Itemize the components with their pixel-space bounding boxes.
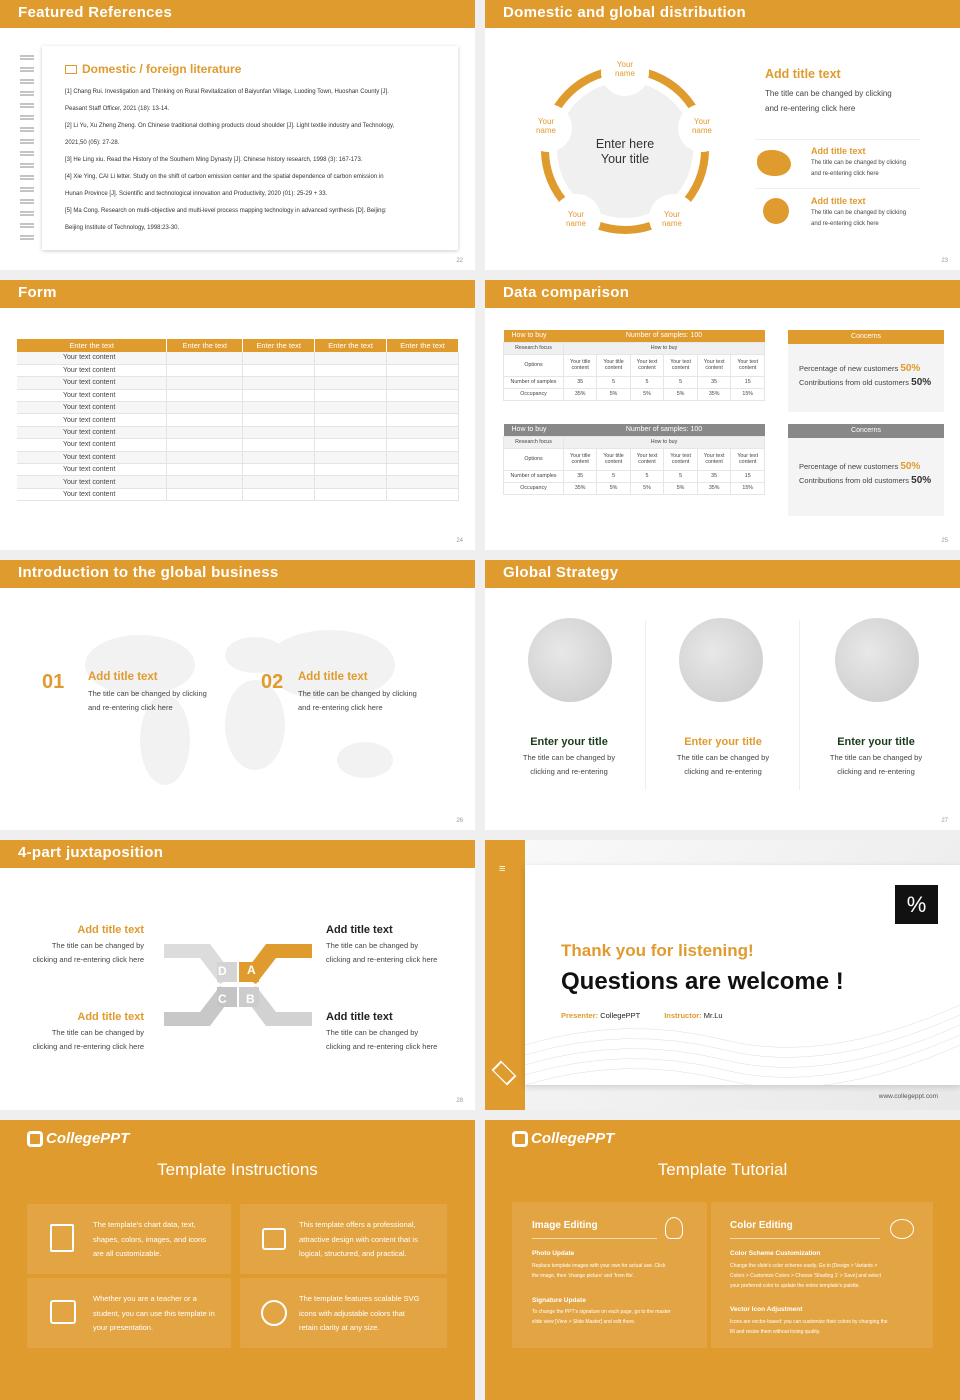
desc-line: and re-entering click here — [88, 703, 173, 712]
table-cell: 15 — [731, 470, 765, 482]
tutorial-line: Replace template images with your own for actual use. Click — [532, 1263, 666, 1269]
center-line: Your title — [600, 152, 650, 166]
reference-line: 2021,50 (05): 27-28. — [65, 140, 120, 146]
table-header: Enter the text — [243, 339, 315, 352]
table-cell: 5% — [630, 388, 664, 400]
table-cell: 35 — [564, 470, 597, 482]
lightbulb-icon — [665, 1217, 683, 1239]
comparison-table — [503, 330, 765, 401]
strategy-title: Enter your title — [530, 736, 608, 748]
table-cell: Your text content — [697, 354, 731, 376]
part-letter: A — [247, 963, 256, 977]
item-title: Add title text — [811, 146, 866, 156]
card-line: This template offers a professional, — [299, 1220, 416, 1229]
slide-data-comparison — [485, 280, 960, 550]
china-map-icon — [757, 150, 791, 176]
slide-distribution — [485, 0, 960, 270]
part-title: Add title text — [77, 924, 144, 936]
section-title: Template Tutorial — [657, 1160, 788, 1179]
tutorial-line: To change the PPT's signature on each page, go to the master — [532, 1309, 671, 1315]
table-cell: Research focus — [504, 436, 564, 448]
page-number: 24 — [456, 538, 463, 544]
desc-line: The title can be changed by — [326, 941, 419, 950]
table-cell: Your text content — [17, 364, 167, 376]
tutorial-line: Icons are vector-based: you can customize their colors by changing the — [730, 1319, 888, 1325]
slide-juxtaposition — [0, 840, 475, 1110]
table-cell: Your text content — [17, 377, 167, 389]
card-line: icons with adjustable colors that — [299, 1308, 405, 1318]
table-cell: 5 — [664, 376, 698, 388]
slide-title: Domestic and global distribution — [485, 0, 960, 28]
part-letter: B — [246, 992, 255, 1006]
concern-value: 50% — [911, 377, 932, 388]
table-cell: Your text content — [17, 402, 167, 414]
slide-title: Global Strategy — [485, 560, 960, 588]
concern-label: Contributions from old customers — [799, 476, 910, 485]
table-cell: 35% — [697, 388, 731, 400]
table-cell: 5% — [597, 482, 630, 494]
table-cell: 5 — [664, 470, 698, 482]
comparison-table — [503, 424, 765, 495]
tutorial-line: fill and resize them without losing quality. — [730, 1329, 821, 1335]
center-line: Enter here — [595, 137, 655, 151]
concerns-header: Concerns — [788, 330, 944, 344]
table-row — [17, 414, 459, 426]
table-row — [17, 439, 459, 451]
table-row — [17, 402, 459, 414]
node-label: Your name — [691, 117, 712, 135]
desc-line: clicking and re-entering click here — [326, 1042, 438, 1051]
table-cell: Your text content — [630, 354, 664, 376]
desc-line: and re-entering click here — [765, 104, 856, 113]
slide-form — [0, 280, 475, 550]
add-title: Add title text — [765, 67, 841, 81]
table-cell: Your text content — [697, 448, 731, 470]
table-row — [17, 426, 459, 438]
table-cell: Your text content — [664, 354, 698, 376]
thanks-text: Thank you for listening! — [561, 941, 754, 960]
box-icon — [262, 1228, 286, 1250]
reference-line: [3] He Ling xiu. Read the History of the Southern Ming Dynasty [J]. Chinese history research, 1998 (3): 167-173. — [65, 157, 363, 163]
table-cell: Your text content — [630, 448, 664, 470]
logo-icon — [512, 1131, 528, 1147]
table-cell: Research focus — [504, 342, 564, 354]
card-line: The template's chart data, text, — [93, 1220, 196, 1229]
desc-line: The title can be changed by — [676, 753, 770, 762]
concern-label: Contributions from old customers — [799, 378, 910, 387]
table-cell: 35 — [697, 470, 731, 482]
concerns-header: Concerns — [788, 424, 944, 438]
strategy-title: Enter your title — [837, 736, 915, 748]
globe-icon — [763, 198, 789, 224]
logo-icon — [27, 1131, 43, 1147]
table-header: Number of samples: 100 — [625, 332, 703, 340]
spiral-binding — [18, 52, 38, 247]
table-cell: How to buy — [564, 436, 765, 448]
table-header: Enter the text — [387, 339, 459, 352]
slide-featured-references — [0, 0, 475, 270]
table-cell: 5 — [630, 376, 664, 388]
card-line: student, you can use this template in — [93, 1308, 215, 1318]
table-cell: 5 — [597, 376, 630, 388]
table-cell: Your text content — [17, 414, 167, 426]
page-number: 28 — [456, 1098, 463, 1104]
table-cell: Your text content — [17, 352, 167, 364]
reference-line: Beijing Institute of Technology, 1998:23-30. — [65, 225, 180, 231]
sub-heading: Color Scheme Customization — [730, 1250, 821, 1257]
table-row — [17, 464, 459, 476]
desc-line: and re-entering click here — [811, 171, 879, 177]
part-letter: C — [218, 992, 227, 1006]
table-cell: 35 — [697, 376, 731, 388]
desc-line: The title can be changed by clicking — [88, 689, 207, 698]
card-line: are all customizable. — [93, 1249, 162, 1258]
table-header: How to buy — [511, 332, 547, 340]
table-cell: Your title content — [564, 448, 597, 470]
item-title: Add title text — [88, 671, 158, 683]
card-line: Whether you are a teacher or a — [93, 1294, 197, 1303]
table-header: Enter the text — [17, 339, 167, 352]
brand-logo: CollegePPT — [46, 1130, 130, 1147]
reference-line: [2] Li Yu, Xu Zheng Zheng. On Chinese traditional clothing products cloud shoulder [J]. Light textile industry and Technology, — [65, 123, 395, 129]
book-icon — [65, 65, 77, 74]
desc-line: The title can be changed by — [51, 1028, 144, 1037]
desc-line: and re-entering click here — [298, 703, 383, 712]
table-row — [17, 364, 459, 376]
wave-mesh — [525, 985, 960, 1085]
slide-title: Data comparison — [485, 280, 960, 308]
table-cell: Number of samples — [504, 470, 564, 482]
item-title: Add title text — [811, 196, 866, 206]
table-cell: 5% — [630, 482, 664, 494]
logo-stamp: % — [895, 885, 938, 924]
card-line: logical, structured, and practical. — [299, 1249, 407, 1258]
table-cell: Options — [504, 448, 564, 470]
concern-value: 50% — [900, 363, 921, 374]
desc-line: The title can be changed by clicking — [298, 689, 417, 698]
desc-line: clicking and re-entering — [837, 767, 915, 776]
tutorial-line: the image, then 'change picture' and 'from file'. — [532, 1273, 635, 1279]
table-cell: 5% — [597, 388, 630, 400]
thanks-card — [525, 865, 960, 1085]
table-cell: 35% — [564, 482, 597, 494]
tutorial-line: Change the slide's color scheme easily. Go to [Design > Variants > — [730, 1263, 878, 1269]
table-cell: Number of samples — [504, 376, 564, 388]
sub-heading: Vector Icon Adjustment — [730, 1306, 803, 1313]
reference-line: [4] Xie Ying, CAI Li letter. Study on the shift of carbon emission center and the spatial dependence of carbon emission in — [65, 174, 384, 180]
page-number: 22 — [456, 258, 463, 264]
item-number: 02 — [261, 671, 284, 693]
card-heading: Image Editing — [532, 1220, 598, 1231]
table-cell: 35 — [564, 376, 597, 388]
table-header: How to buy — [511, 426, 547, 434]
globe-icon — [528, 618, 612, 702]
menu-icon: ≡ — [499, 863, 506, 875]
concern-value: 50% — [900, 461, 921, 472]
desc-line: clicking and re-entering click here — [32, 1042, 144, 1051]
table-header: Enter the text — [315, 339, 387, 352]
file-icon — [50, 1224, 74, 1252]
slide-thank-you — [485, 840, 960, 1110]
page-number: 27 — [941, 818, 948, 824]
table-row — [17, 352, 459, 364]
item-title: Add title text — [298, 671, 368, 683]
instructor-label: Instructor: — [664, 1011, 702, 1020]
desc-line: and re-entering click here — [811, 221, 879, 227]
table-cell: 15 — [731, 376, 765, 388]
table-cell: Your title content — [564, 354, 597, 376]
part-title: Add title text — [326, 924, 393, 936]
desc-line: The title can be changed by clicking — [811, 210, 907, 216]
concern-label: Percentage of new customers — [799, 462, 899, 471]
table-cell: Options — [504, 354, 564, 376]
card-heading: Color Editing — [730, 1220, 793, 1231]
form-table — [17, 339, 459, 501]
table-cell: Your title content — [597, 354, 630, 376]
node-label: Your name — [661, 210, 682, 228]
palette-icon — [890, 1219, 914, 1239]
table-cell: How to buy — [564, 342, 765, 354]
desc-line: clicking and re-entering — [684, 767, 762, 776]
tutorial-line: slide view [View > Slide Master] and edit there. — [532, 1319, 636, 1325]
card-line: attractive design with content that is — [299, 1234, 418, 1244]
section-title: Template Instructions — [157, 1160, 318, 1179]
node-label: Your name — [535, 117, 556, 135]
slide-title: Featured References — [0, 0, 475, 28]
slide-global-strategy — [485, 560, 960, 830]
table-cell: Your text content — [17, 451, 167, 463]
four-part-arrows — [160, 940, 316, 1030]
table-cell: Your text content — [664, 448, 698, 470]
reference-line: Peasant Staff Officer, 2021 (18): 13-14. — [65, 106, 170, 112]
desc-line: clicking and re-entering click here — [326, 955, 438, 964]
reference-paper — [42, 46, 458, 250]
reference-line: Hunan Province [J]. Scientific and technological innovation and Productivity, 2020 (01): 25-29 + 33. — [65, 191, 328, 197]
part-letter: D — [218, 964, 227, 978]
table-cell: Occupancy — [504, 482, 564, 494]
part-title: Add title text — [77, 1011, 144, 1023]
desc-line: The title can be changed by — [51, 941, 144, 950]
table-cell: Your text content — [17, 464, 167, 476]
slide-title: 4-part juxtaposition — [0, 840, 475, 868]
concern-label: Percentage of new customers — [799, 364, 899, 373]
desc-line: The title can be changed by — [522, 753, 616, 762]
table-cell: 35% — [564, 388, 597, 400]
presenter-label: Presenter: — [561, 1011, 599, 1020]
literature-heading: Domestic / foreign literature — [82, 62, 242, 76]
table-cell: Your text content — [17, 439, 167, 451]
desc-line: The title can be changed by — [326, 1028, 419, 1037]
card-line: retain clarity at any size. — [299, 1323, 380, 1332]
strategy-title: Enter your title — [684, 736, 762, 748]
tutorial-line: Colors > Customize Colors > Choose 'Shading 1' > Save] and select — [730, 1273, 882, 1279]
reference-line: [5] Ma Cong. Research on multi-objective and multi-level process mapping technology in advanced synthesis [D]. Beijing: — [65, 208, 387, 214]
node-label: Your name — [614, 60, 635, 78]
reference-list — [65, 84, 450, 237]
card-line: your presentation. — [93, 1323, 154, 1332]
slide-title: Form — [0, 280, 475, 308]
concerns-box — [788, 330, 944, 412]
concern-value: 50% — [911, 475, 932, 486]
slide-template-instructions — [0, 1120, 475, 1400]
table-cell: Your text content — [17, 476, 167, 488]
table-cell: Your text content — [17, 488, 167, 500]
card-line: The template features scalable SVG — [299, 1294, 420, 1303]
table-cell: 5% — [664, 388, 698, 400]
slide-global-business — [0, 560, 475, 830]
item-number: 01 — [42, 671, 65, 693]
table-row — [17, 488, 459, 500]
table-row — [17, 377, 459, 389]
table-header: Number of samples: 100 — [625, 426, 703, 434]
desc-line: The title can be changed by clicking — [765, 89, 892, 98]
desc-line: clicking and re-entering — [530, 767, 608, 776]
sub-heading: Signature Update — [532, 1297, 586, 1304]
concerns-box — [788, 424, 944, 516]
globe-icon — [679, 618, 763, 702]
table-cell: Your text content — [17, 389, 167, 401]
card-line: shapes, colors, images, and icons — [93, 1234, 206, 1244]
instructor-name: Mr.Lu — [703, 1011, 723, 1020]
website-url: www.collegeppt.com — [878, 1093, 938, 1100]
brand-logo: CollegePPT — [531, 1130, 615, 1147]
table-cell: Your text content — [731, 354, 765, 376]
sub-heading: Photo Update — [532, 1250, 575, 1257]
globe-icon — [835, 618, 919, 702]
slide-title: Introduction to the global business — [0, 560, 475, 588]
page-number: 23 — [941, 258, 948, 264]
table-cell: 15% — [731, 388, 765, 400]
table-cell: 35% — [697, 482, 731, 494]
table-header: Enter the text — [167, 339, 243, 352]
table-cell: 5 — [630, 470, 664, 482]
table-cell: 5 — [597, 470, 630, 482]
desc-line: The title can be changed by clicking — [811, 160, 907, 166]
table-cell: 5% — [664, 482, 698, 494]
part-title: Add title text — [326, 1011, 393, 1023]
table-cell: Your title content — [597, 448, 630, 470]
table-cell: Your text content — [731, 448, 765, 470]
reference-line: [1] Chang Rui. Investigation and Thinking on Rural Revitalization of Baiyunfan Village, Luoding Town, Huoshan County [J]. — [65, 89, 389, 95]
table-cell: 15% — [731, 482, 765, 494]
page-number: 26 — [456, 818, 463, 824]
table-row — [17, 476, 459, 488]
questions-text: Questions are welcome ! — [561, 968, 844, 995]
table-row — [17, 389, 459, 401]
table-cell: Your text content — [17, 426, 167, 438]
desc-line: clicking and re-entering click here — [32, 955, 144, 964]
table-cell: Occupancy — [504, 388, 564, 400]
basketball-icon — [261, 1300, 287, 1326]
presenter-name: CollegePPT — [600, 1011, 641, 1020]
desc-line: The title can be changed by — [829, 753, 923, 762]
center-title — [575, 137, 675, 167]
table-row — [17, 451, 459, 463]
tutorial-line: your preferred color to update the entire template's palette. — [730, 1283, 860, 1289]
presenter-icon — [50, 1300, 76, 1324]
node-label: Your name — [565, 210, 586, 228]
slide-template-tutorial — [485, 1120, 960, 1400]
page-number: 25 — [941, 538, 948, 544]
